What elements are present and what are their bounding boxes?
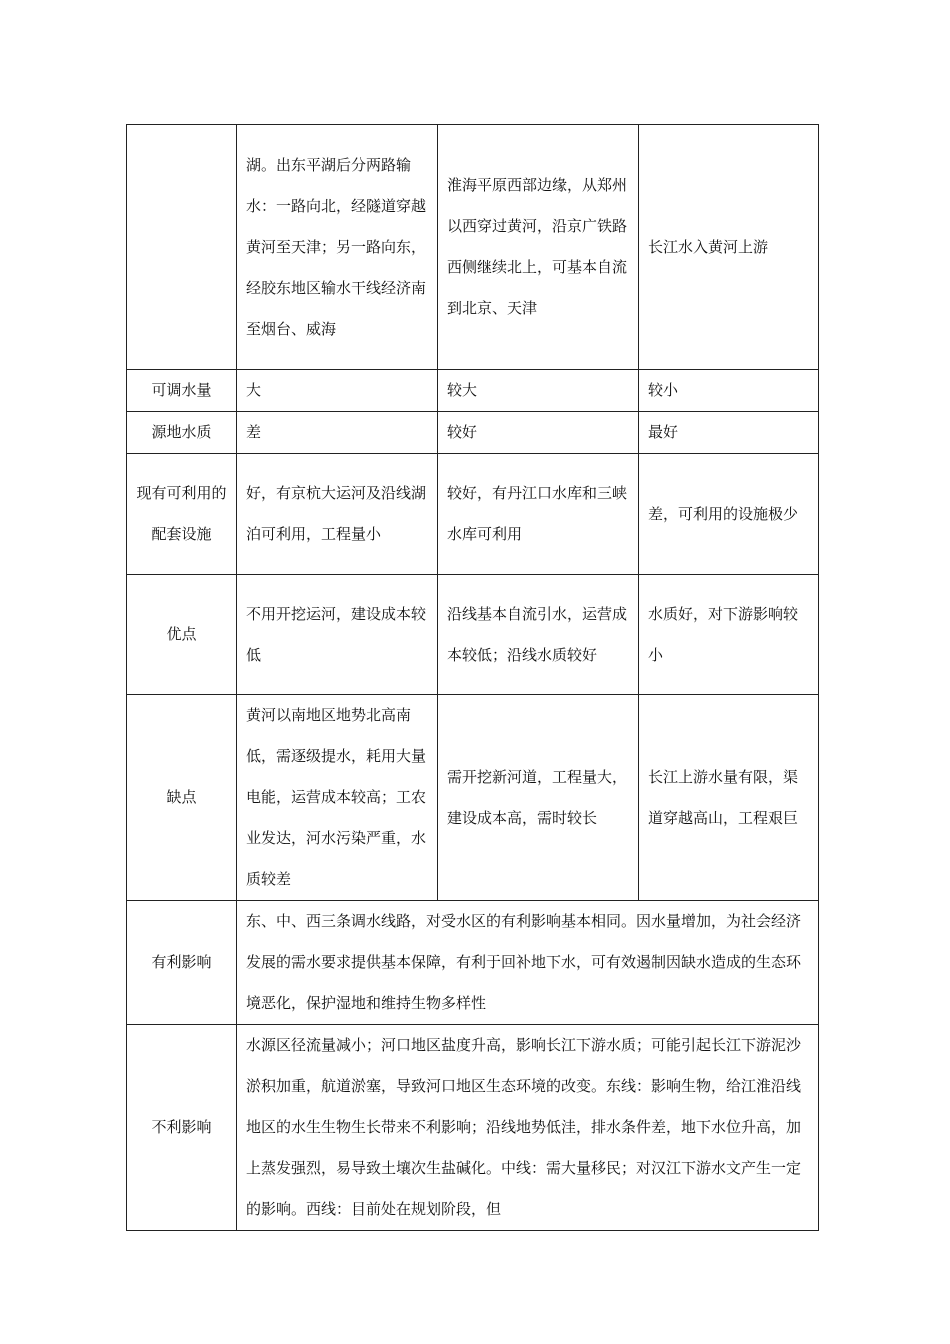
facilities-middle: 较好，有丹江口水库和三峡水库可利用 xyxy=(438,454,639,575)
water-quality-label: 源地水质 xyxy=(127,412,237,454)
table-row-disadvantages xyxy=(127,695,819,901)
advantages-middle: 沿线基本自流引水，运营成本较低；沿线水质较好 xyxy=(438,575,639,695)
advantages-label: 优点 xyxy=(127,575,237,695)
unfavorable-impact-text: 水源区径流量减小；河口地区盐度升高，影响长江下游水质；可能引起长江下游泥沙淤积加重，航道淤塞，导致河口地区生态环境的改变。东线：影响生物，给江淮沿线地区的水生生物生长带来不利影响；沿线地势低洼，排水条件差，地下水位升高，加上蒸发强烈，易导致土壤次生盐碱化。中线：需大量移民；对汉江下游水文产生一定的影响。西线：目前处在规划阶段，但 xyxy=(237,1025,819,1231)
favorable-impact-label: 有利影响 xyxy=(127,901,237,1025)
water-volume-middle: 较大 xyxy=(438,370,639,412)
disadvantages-west: 长江上游水量有限，渠道穿越高山，工程艰巨 xyxy=(639,695,819,901)
table-row-water-volume xyxy=(127,370,819,412)
water-quality-east: 差 xyxy=(237,412,438,454)
table-row-unfavorable-impact xyxy=(127,1025,819,1231)
facilities-label: 现有可利用的配套设施 xyxy=(127,454,237,575)
advantages-west: 水质好，对下游影响较小 xyxy=(639,575,819,695)
unfavorable-impact-label: 不利影响 xyxy=(127,1025,237,1231)
route-west-cell: 长江水入黄河上游 xyxy=(639,125,819,370)
water-volume-label: 可调水量 xyxy=(127,370,237,412)
favorable-impact-text: 东、中、西三条调水线路，对受水区的有利影响基本相同。因水量增加，为社会经济发展的需水要求提供基本保障，有利于回补地下水，可有效遏制因缺水造成的生态环境恶化，保护湿地和维持生物多样性 xyxy=(237,901,819,1025)
facilities-east: 好，有京杭大运河及沿线湖泊可利用，工程量小 xyxy=(237,454,438,575)
table-row-advantages xyxy=(127,575,819,695)
table-row-route xyxy=(127,125,819,370)
route-label-cell xyxy=(127,125,237,370)
disadvantages-middle: 需开挖新河道，工程量大，建设成本高，需时较长 xyxy=(438,695,639,901)
water-volume-east: 大 xyxy=(237,370,438,412)
water-quality-middle: 较好 xyxy=(438,412,639,454)
disadvantages-label: 缺点 xyxy=(127,695,237,901)
water-volume-west: 较小 xyxy=(639,370,819,412)
advantages-east: 不用开挖运河，建设成本较低 xyxy=(237,575,438,695)
route-middle-cell: 淮海平原西部边缘，从郑州以西穿过黄河，沿京广铁路西侧继续北上，可基本自流到北京、天津 xyxy=(438,125,639,370)
water-quality-west: 最好 xyxy=(639,412,819,454)
disadvantages-east: 黄河以南地区地势北高南低，需逐级提水，耗用大量电能，运营成本较高；工农业发达，河水污染严重，水质较差 xyxy=(237,695,438,901)
table-row-facilities xyxy=(127,454,819,575)
table-row-favorable-impact xyxy=(127,901,819,1025)
water-transfer-comparison-table xyxy=(126,124,819,1231)
route-east-cell: 湖。出东平湖后分两路输水：一路向北，经隧道穿越黄河至天津；另一路向东，经胶东地区输水干线经济南至烟台、威海 xyxy=(237,125,438,370)
table-row-water-quality xyxy=(127,412,819,454)
facilities-west: 差，可利用的设施极少 xyxy=(639,454,819,575)
